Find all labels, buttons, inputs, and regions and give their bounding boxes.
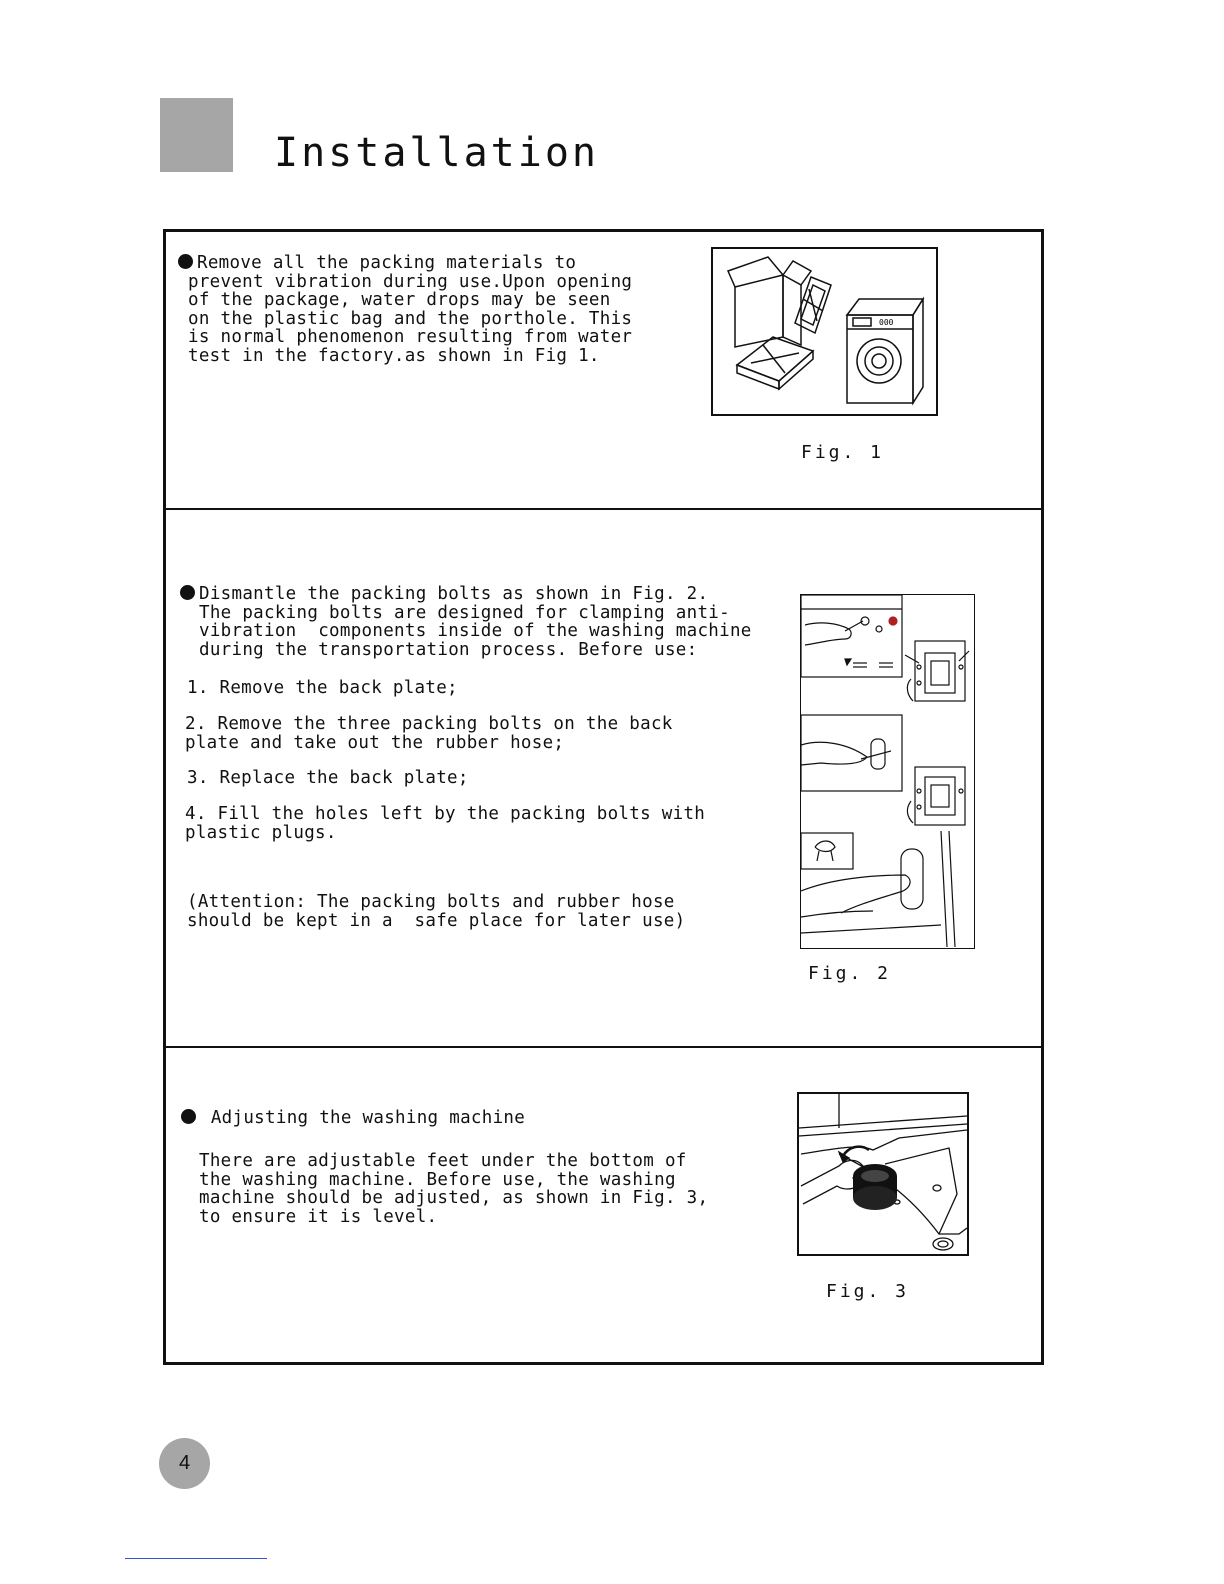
section3-line: to ensure it is level. (199, 1206, 438, 1227)
bullet-icon (180, 585, 195, 600)
section2-step-4 (185, 805, 705, 842)
section1-line: Remove all the packing materials to (197, 253, 577, 273)
step-line: 4. Fill the holes left by the packing bolts with (185, 804, 706, 824)
section3-heading-text: Adjusting the washing machine (210, 1108, 526, 1128)
section1-line: test in the factory.as shown in Fig 1. (188, 345, 600, 366)
page-title: Installation (274, 130, 599, 176)
section3-body (199, 1152, 708, 1226)
bullet-icon (181, 1109, 196, 1124)
section2-step-3 (187, 769, 469, 788)
figure-3-adjustable-feet (797, 1092, 969, 1256)
section2-intro (180, 585, 752, 659)
section1-text (178, 254, 632, 365)
section2-intro-line: The packing bolts are designed for clamping anti- (199, 602, 730, 623)
section2-intro-line: vibration components inside of the washing machine (199, 621, 752, 641)
page-number-badge: 4 (159, 1438, 210, 1489)
section-divider-1 (163, 508, 1044, 510)
step-line: plate and take out the rubber hose; (185, 732, 565, 753)
section1-line: is normal phenomenon resulting from water (188, 327, 633, 347)
section2-attention (187, 893, 685, 930)
packing-bolts-illustration (801, 595, 973, 947)
step-line: 2. Remove the three packing bolts on the back (185, 714, 673, 734)
figure-1-readout: 000 (879, 318, 894, 327)
figure-2-packing-bolts (800, 594, 975, 949)
section3-line: the washing machine. Before use, the washing (199, 1169, 676, 1190)
figure-3-label: Fig. 3 (826, 1281, 910, 1302)
section-marker-square (160, 98, 233, 172)
figure-2-label: Fig. 2 (808, 963, 892, 984)
footer-rule (125, 1558, 267, 1559)
section1-line: prevent vibration during use.Upon opening (188, 271, 633, 292)
section2-intro-line: during the transportation process. Before use: (199, 639, 698, 660)
section1-line: on the plastic bag and the porthole. This (188, 308, 633, 329)
adjustable-feet-illustration (799, 1094, 967, 1254)
unpacking-illustration (713, 249, 936, 414)
section3-line: machine should be adjusted, as shown in Fig. 3, (199, 1188, 709, 1208)
step-line: 3. Replace the back plate; (187, 768, 469, 788)
section3-heading (181, 1109, 525, 1128)
section3-line: There are adjustable feet under the bottom of (199, 1151, 687, 1171)
figure-1-unpacking (711, 247, 938, 416)
step-line: plastic plugs. (185, 822, 337, 843)
section-divider-2 (163, 1046, 1044, 1048)
step-line: 1. Remove the back plate; (187, 678, 458, 698)
section2-intro-line: Dismantle the packing bolts as shown in Fig. 2. (199, 584, 709, 604)
section2-step-2 (185, 715, 673, 752)
attention-line: (Attention: The packing bolts and rubber hose (187, 892, 675, 912)
bullet-icon (178, 254, 193, 269)
section1-line: of the package, water drops may be seen (188, 290, 611, 310)
figure-1-label: Fig. 1 (801, 442, 885, 463)
section2-step-1 (187, 679, 458, 698)
attention-line: should be kept in a safe place for later use) (187, 910, 686, 931)
